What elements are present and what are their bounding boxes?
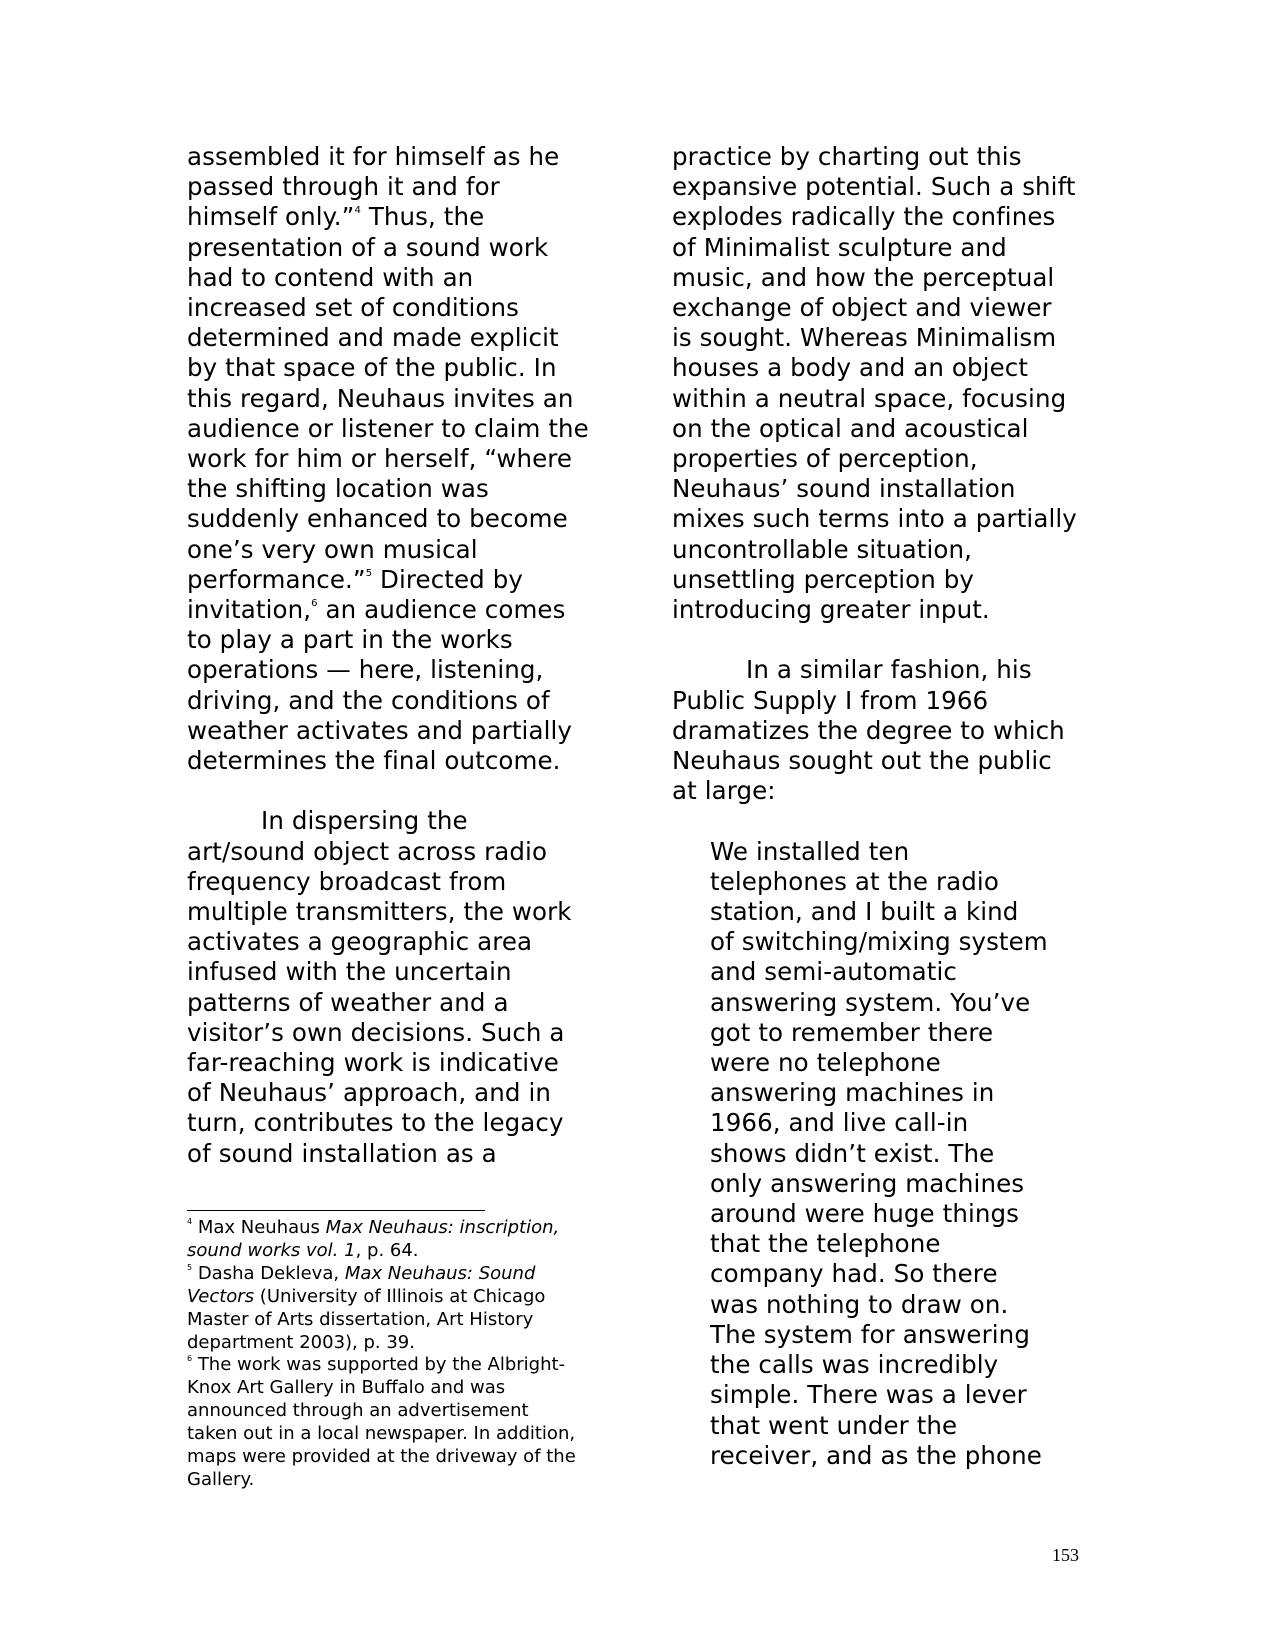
footnote-6-cont: announced through an advertisement xyxy=(187,1400,529,1422)
body-line: Neuhaus sought out the public xyxy=(672,746,1052,776)
quote-line: that the telephone xyxy=(710,1229,941,1259)
paragraph-gap xyxy=(672,806,1102,836)
body-line: practice by charting out this xyxy=(672,142,1022,171)
body-line: invitation,$^6$ an audience comes xyxy=(187,595,566,625)
body-line: Neuhaus’ sound installation xyxy=(672,474,1016,504)
quote-line: and semi-automatic xyxy=(710,957,957,987)
footnote-4-cont: sound works vol. 1, p. 64. xyxy=(187,1239,419,1261)
quote-line: company had. So there xyxy=(710,1259,998,1289)
body-line: mixes such terms into a partially xyxy=(672,504,1077,534)
body-line: of Neuhaus’ approach, and in xyxy=(187,1078,551,1108)
quote-line: answering system. You’ve xyxy=(710,987,1031,1017)
body-line: is sought. Whereas Minimalism xyxy=(672,323,1057,353)
quote-line: receiver, and as the phone xyxy=(710,1440,1042,1470)
footnote-5: $^5$ Dasha Dekleva, Max Neuhaus: Sound xyxy=(187,1262,536,1284)
body-line: music, and how the perceptual xyxy=(672,262,1055,292)
quote-line: the calls was incredibly xyxy=(710,1350,999,1380)
body-line: activates a geographic area xyxy=(187,927,533,957)
body-line: infused with the uncertain xyxy=(187,957,512,987)
quote-line: The system for answering xyxy=(710,1319,1030,1349)
body-line: of Minimalist sculpture and xyxy=(672,232,1007,262)
body-line: had to contend with an xyxy=(187,262,474,292)
quote-line: simple. There was a lever xyxy=(710,1380,1027,1410)
body-line: determines the final outcome. xyxy=(187,746,561,776)
body-line: by that space of the public. In xyxy=(187,353,557,383)
body-line: audience or listener to claim the xyxy=(187,413,589,443)
footnote-5-cont: department 2003), p. 39. xyxy=(187,1331,415,1353)
body-line: art/sound object across radio xyxy=(187,836,548,866)
quote-line: We installed ten xyxy=(710,836,910,866)
body-line: to play a part in the works xyxy=(187,625,513,655)
body-line: houses a body and an object xyxy=(672,353,1029,383)
footnote-ref-5: 5 xyxy=(365,567,373,579)
body-line: uncontrollable situation, xyxy=(672,534,972,564)
paragraph-gap xyxy=(672,625,1102,655)
footnote-6-cont: taken out in a local newspaper. In addition, xyxy=(187,1423,576,1445)
quote-line: station, and I built a kind xyxy=(710,897,1019,927)
quote-line: shows didn’t exist. The xyxy=(710,1138,995,1168)
body-line: assembled it for himself as he xyxy=(187,142,560,171)
quote-line: got to remember there xyxy=(710,1017,994,1047)
body-line: In dispersing the xyxy=(261,806,468,836)
quote-line: of switching/mixing system xyxy=(710,927,1048,957)
footnote-6-cont: Knox Art Gallery in Buffalo and was xyxy=(187,1377,506,1399)
body-line: driving, and the conditions of xyxy=(187,685,550,715)
body-line: passed through it and for xyxy=(187,172,500,202)
quote-line: answering machines in xyxy=(710,1078,995,1108)
body-line: performance.”$^5$ Directed by xyxy=(187,564,523,594)
footnote-5-cont: Vectors (University of Illinois at Chicago xyxy=(187,1285,546,1307)
body-line: unsettling perception by xyxy=(672,564,975,594)
body-line: this regard, Neuhaus invites an xyxy=(187,383,574,413)
right-column xyxy=(672,142,1102,1471)
left-column xyxy=(187,142,617,1169)
body-line: weather activates and partially xyxy=(187,715,572,745)
body-line: frequency broadcast from xyxy=(187,866,507,896)
footnotes xyxy=(187,1217,607,1492)
body-line: determined and made explicit xyxy=(187,323,559,353)
body-line: turn, contributes to the legacy xyxy=(187,1108,564,1138)
body-line: visitor’s own decisions. Such a xyxy=(187,1017,565,1047)
body-line: expansive potential. Such a shift xyxy=(672,172,1076,202)
body-line: suddenly enhanced to become xyxy=(187,504,568,534)
body-line: patterns of weather and a xyxy=(187,987,509,1017)
quote-line: telephones at the radio xyxy=(710,866,999,896)
page-number: 153 xyxy=(1052,1545,1079,1565)
body-line: dramatizes the degree to which xyxy=(672,715,1065,745)
footnote-ref-6: 6 xyxy=(311,597,318,609)
body-line: In a similar fashion, his xyxy=(746,655,1032,685)
body-line: far-reaching work is indicative xyxy=(187,1048,559,1078)
body-line: exchange of object and viewer xyxy=(672,293,1052,323)
footnote-ref-4: 4 xyxy=(354,205,361,217)
body-line: work for him or herself, “where xyxy=(187,444,573,474)
body-line: properties of perception, xyxy=(672,444,978,474)
quote-line: that went under the xyxy=(710,1410,958,1440)
footnote-6-cont: Gallery. xyxy=(187,1468,255,1490)
body-line: on the optical and acoustical xyxy=(672,413,1029,443)
body-line: himself only.”$^4$ Thus, the xyxy=(187,202,485,232)
quote-line: only answering machines xyxy=(710,1168,1025,1198)
quote-line: were no telephone xyxy=(710,1048,941,1078)
body-line: multiple transmitters, the work xyxy=(187,897,572,927)
footnote-separator xyxy=(187,1210,485,1211)
footnote-4: $^4$ Max Neuhaus Max Neuhaus: inscription, xyxy=(187,1217,560,1238)
body-line: one’s very own musical xyxy=(187,534,478,564)
body-line: presentation of a sound work xyxy=(187,232,549,262)
footnote-6: $^6$ The work was supported by the Albright- xyxy=(187,1354,566,1376)
footnote-5-cont: Master of Arts dissertation, Art History xyxy=(187,1308,534,1330)
quote-line: around were huge things xyxy=(710,1199,1019,1229)
footnote-6-cont: maps were provided at the driveway of the xyxy=(187,1446,576,1468)
body-line: the shifting location was xyxy=(187,474,489,504)
body-line: explodes radically the confines xyxy=(672,202,1056,232)
body-line: increased set of conditions xyxy=(187,293,519,323)
quote-line: was nothing to draw on. xyxy=(710,1289,1009,1319)
block-quote xyxy=(672,837,1102,1471)
body-line: introducing greater input. xyxy=(672,595,990,625)
quote-line: 1966, and live call-in xyxy=(710,1108,969,1138)
paragraph-gap xyxy=(187,776,617,806)
body-line: of sound installation as a xyxy=(187,1138,497,1168)
body-line: operations — here, listening, xyxy=(187,655,544,685)
body-line: at large: xyxy=(672,776,776,806)
body-line: Public Supply I from 1966 xyxy=(672,685,989,715)
body-line: within a neutral space, focusing xyxy=(672,383,1067,413)
